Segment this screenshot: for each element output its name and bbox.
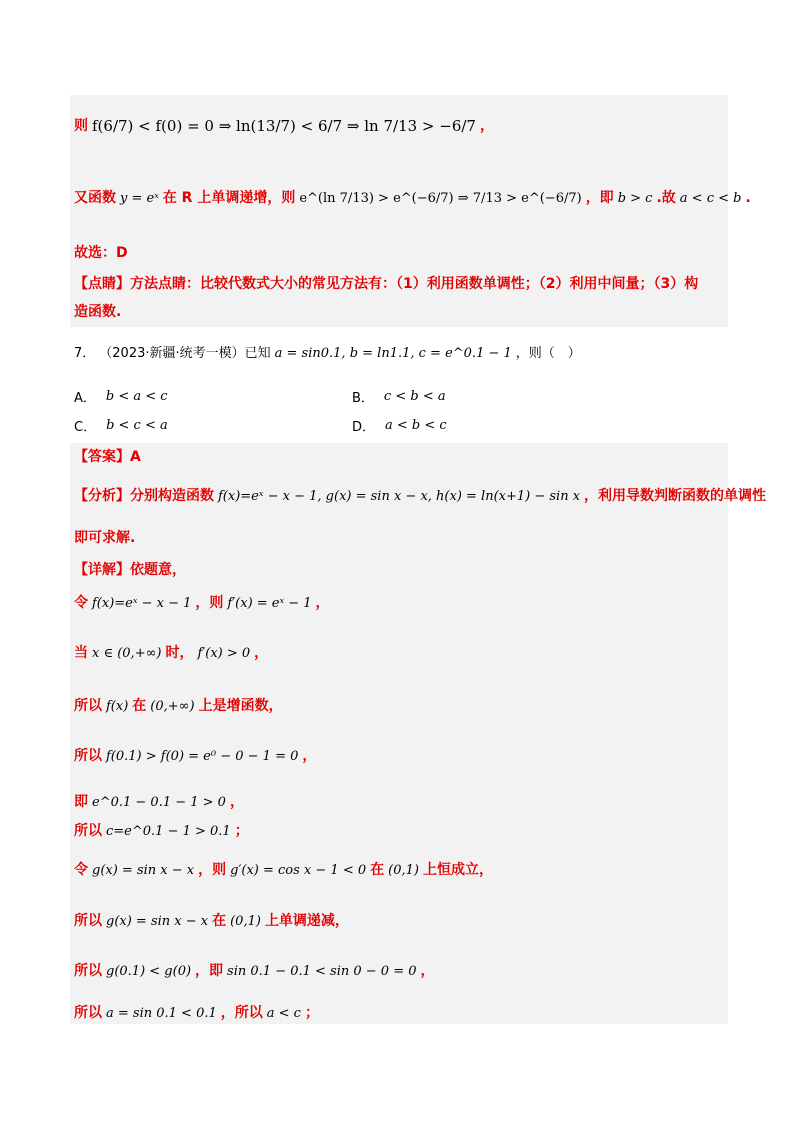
question-ask: ，则（ ） <box>515 345 581 361</box>
option-label: B． <box>352 391 374 406</box>
solution-panel-q7 <box>70 443 728 1024</box>
text: 所以 <box>74 823 102 839</box>
text: 当 <box>74 645 88 661</box>
formula: f(0.1) > f(0) = e⁰ − 0 − 1 = 0 <box>106 748 299 764</box>
formula: f(x) <box>106 698 129 714</box>
text-therefore: .故 <box>656 190 676 206</box>
line-exp-monotone <box>74 180 751 216</box>
question-condition: a = sin0.1, b = ln1.1, c = e^0.1 − 1 <box>274 345 512 361</box>
question-7 <box>74 340 581 366</box>
formula-y-ex: y = eˣ <box>120 190 159 206</box>
text: ； <box>234 823 249 839</box>
text-remark-cont: 造函数. <box>74 304 122 320</box>
text: 上单调递减， <box>264 913 349 929</box>
step-3 <box>74 693 283 719</box>
formula: sin 0.1 − 0.1 < sin 0 − 0 = 0 <box>227 963 417 979</box>
formula: (0,+∞) <box>150 698 195 714</box>
text-then: 则 <box>74 118 88 134</box>
text: 即 <box>74 794 88 810</box>
text: 在 <box>370 862 385 878</box>
text: 所以 <box>74 748 102 764</box>
option-c[interactable] <box>74 416 168 435</box>
text: ； <box>304 1005 319 1021</box>
text-remark: 【点睛】方法点睛：比较代数式大小的常见方法有：（1）利用函数单调性；（2）利用中间量；（3）构 <box>74 276 699 292</box>
line-remark-cont <box>74 305 121 319</box>
line-remark <box>74 277 698 291</box>
line-answer <box>74 450 141 464</box>
text: ， <box>229 794 244 810</box>
analysis-cont: 即可求解. <box>74 530 136 546</box>
line-detail-head <box>74 563 186 577</box>
formula: c=e^0.1 − 1 > 0.1 <box>106 823 231 839</box>
formula: e^0.1 − 0.1 − 1 > 0 <box>92 794 226 810</box>
option-label: A． <box>74 391 96 406</box>
text: 所以 <box>74 963 102 979</box>
option-text: b < a < c <box>105 389 168 404</box>
text: ，则 <box>195 595 224 611</box>
text-ie: ，即 <box>585 190 614 206</box>
text: 令 <box>74 862 88 878</box>
question-number: 7． <box>74 345 96 361</box>
text: ，即 <box>195 963 224 979</box>
line-choose-d <box>74 246 128 260</box>
text: ， <box>254 645 269 661</box>
analysis-functions: f(x)=eˣ − x − 1, g(x) = sin x − x, h(x) = ln(x+1) − sin x <box>218 488 581 504</box>
option-text: c < b < a <box>383 389 446 404</box>
formula-exp-compare: e^(ln 7/13) > e^(−6/7) ⇒ 7/13 > e^(−6/7) <box>299 190 582 206</box>
analysis-suffix: ，利用导数判断函数的单调性 <box>584 488 767 504</box>
step-10 <box>74 1003 319 1023</box>
text: 所以 <box>74 1005 102 1021</box>
formula: x ∈ (0,+∞) <box>92 645 162 661</box>
text: 令 <box>74 595 88 611</box>
formula: g(x) = sin x − x <box>92 862 195 878</box>
option-d[interactable] <box>352 416 447 435</box>
punct: ， <box>479 118 494 134</box>
option-a[interactable] <box>74 387 168 406</box>
text-choice-d: 故选：D <box>74 245 128 261</box>
formula: (0,1) <box>388 862 419 878</box>
step-5 <box>74 792 244 812</box>
step-8 <box>74 908 349 934</box>
formula: f′(x) = eˣ − 1 <box>227 595 312 611</box>
text: 所以 <box>74 698 102 714</box>
text: ，则 <box>198 862 227 878</box>
answer-label: 【答案】A <box>74 449 141 465</box>
formula: f(x)=eˣ − x − 1 <box>92 595 192 611</box>
text: 上是增函数， <box>198 698 283 714</box>
step-6 <box>74 821 249 841</box>
formula: g(x) = sin x − x <box>106 913 209 929</box>
punct: . <box>745 190 751 206</box>
text: 所以 <box>74 913 102 929</box>
formula: f′(x) > 0 <box>197 645 251 661</box>
option-label: C． <box>74 420 97 435</box>
step-2 <box>74 640 268 666</box>
analysis-prefix: 【分析】分别构造函数 <box>74 488 214 504</box>
text-function: 又函数 <box>74 190 116 206</box>
text: 时， <box>165 645 194 661</box>
formula: a = sin 0.1 < 0.1 <box>106 1005 217 1021</box>
text: 在 <box>132 698 147 714</box>
step-9 <box>74 958 435 984</box>
line-analysis <box>74 482 766 510</box>
step-4 <box>74 743 316 769</box>
question-source: （2023·新疆·统考一模）已知 <box>99 345 271 361</box>
step-1 <box>74 590 330 616</box>
step-7 <box>74 857 493 883</box>
formula-b-gt-c: b > c <box>617 190 653 206</box>
text-increasing: 在 R 上单调递增，则 <box>162 190 296 206</box>
line-f-compare <box>74 104 494 148</box>
option-label: D． <box>352 420 376 435</box>
option-text: a < b < c <box>385 418 447 433</box>
formula: a < c <box>266 1005 301 1021</box>
formula-f-ln-compare: f(6/7) < f(0) = 0 ⇒ ln(13/7) < 6/7 ⇒ ln 7/13 > −6/7 <box>92 116 476 135</box>
text: ， <box>302 748 317 764</box>
text: ，所以 <box>220 1005 263 1021</box>
option-b[interactable] <box>352 387 446 406</box>
formula: g(0.1) < g(0) <box>106 963 192 979</box>
text: 在 <box>212 913 227 929</box>
option-text: b < c < a <box>106 418 168 433</box>
formula: g′(x) = cos x − 1 < 0 <box>230 862 367 878</box>
line-analysis-cont <box>74 531 135 545</box>
text: ， <box>315 595 330 611</box>
formula: (0,1) <box>230 913 261 929</box>
text: ， <box>420 963 435 979</box>
text: 上恒成立， <box>422 862 493 878</box>
formula-a-lt-c-lt-b: a < c < b <box>679 190 742 206</box>
detail-head: 【详解】依题意， <box>74 562 186 578</box>
